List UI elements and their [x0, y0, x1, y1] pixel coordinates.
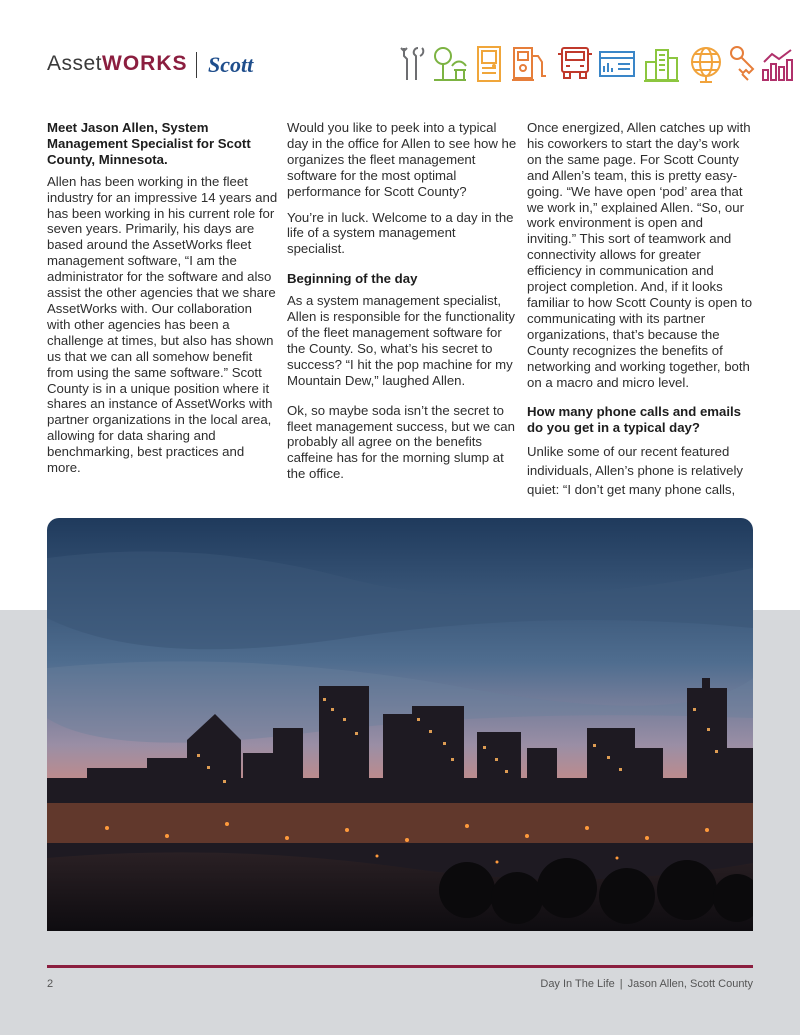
- section-heading: Beginning of the day: [287, 271, 418, 287]
- truck-icon: [556, 44, 594, 84]
- city-skyline-photo: [47, 518, 753, 931]
- article-column-1: [47, 120, 279, 486]
- logo-divider: [196, 52, 197, 78]
- section-heading: How many phone calls and emails do you get in a typical day?: [527, 404, 741, 436]
- globe-icon: [686, 44, 726, 84]
- article-column-3: [527, 120, 753, 509]
- tree-park-icon: [432, 44, 468, 84]
- article-intro-heading: Meet Jason Allen, System Management Specialist for Scott County, Minnesota.: [47, 120, 251, 167]
- article-paragraph: As a system management specialist, Allen is responsible for the functionality of the fleet management software for the County. So, what’s his secret to success? “I hit the pop machine for my Mountain Dew,” laughed Allen.: [287, 293, 515, 388]
- article-paragraph: Ok, so maybe soda isn’t the secret to fleet management success, but we can probably all agree on the benefits caffeine has for the morning slump at the office.: [287, 402, 515, 482]
- skyline-illustration: [47, 518, 753, 931]
- article-column-2: [287, 120, 517, 492]
- footer-running-title: Day In The Life | Jason Allen, Scott County: [540, 978, 753, 990]
- category-icon-strip: [398, 44, 796, 86]
- footer-rule: [47, 965, 753, 968]
- key-tag-icon: [728, 44, 758, 84]
- dashboard-icon: [598, 44, 636, 84]
- article-paragraph: You’re in luck. Welcome to a day in the life of a system management specialist.: [287, 209, 514, 257]
- article-paragraph: Allen has been working in the fleet industry for an impressive 14 years and has been working in his current role for seven years. Primarily, his days are based around the AssetWorks fleet management software, “I am the administrator for the software and also assist the other agencies that we share AssetWorks with. Our collaboration with other agencies has been a challenge at times, but also has shown us that we can all somehow benefit from using the same software.” Scott County is in a unique position where it shares an instance of AssetWorks with partner organizations in the local area, allowing for data sharing and benchmarking, best practices and more.: [47, 173, 278, 476]
- article-paragraph: Once energized, Allen catches up with his coworkers to start the day’s work on the same page. For Scott County and Allen’s team, this is pretty easy-going. “We have open ‘pod’ area that we work in,” explained Allen. “So, our work environment is open and inviting.” This sort of teamwork and connectivity allows for greater efficiency in communication and project completion. And, if it looks familiar to how Scott County is open to communicating with its partner organizations, that’s because the County recognizes the benefits of networking and working together, both on a macro and micro level.: [527, 120, 753, 390]
- page-header: [0, 0, 800, 110]
- article-paragraph: Unlike some of our recent featured individuals, Allen’s phone is relatively quiet: “I don’t get many phone calls,: [527, 444, 744, 498]
- tools-icon: [398, 44, 428, 84]
- scott-county-logo: Scott: [208, 52, 254, 77]
- fuel-pump-icon: [510, 44, 550, 84]
- buildings-icon: [642, 44, 680, 84]
- assetworks-logo: AssetWORKS: [47, 52, 188, 75]
- page-number: 2: [47, 978, 54, 990]
- article-paragraph: Would you like to peek into a typical day in the office for Allen to see how he organizes the fleet management software for the most optimal performance for Scott County?: [287, 120, 517, 199]
- door-facility-icon: [474, 44, 504, 84]
- bar-chart-icon: [760, 44, 796, 84]
